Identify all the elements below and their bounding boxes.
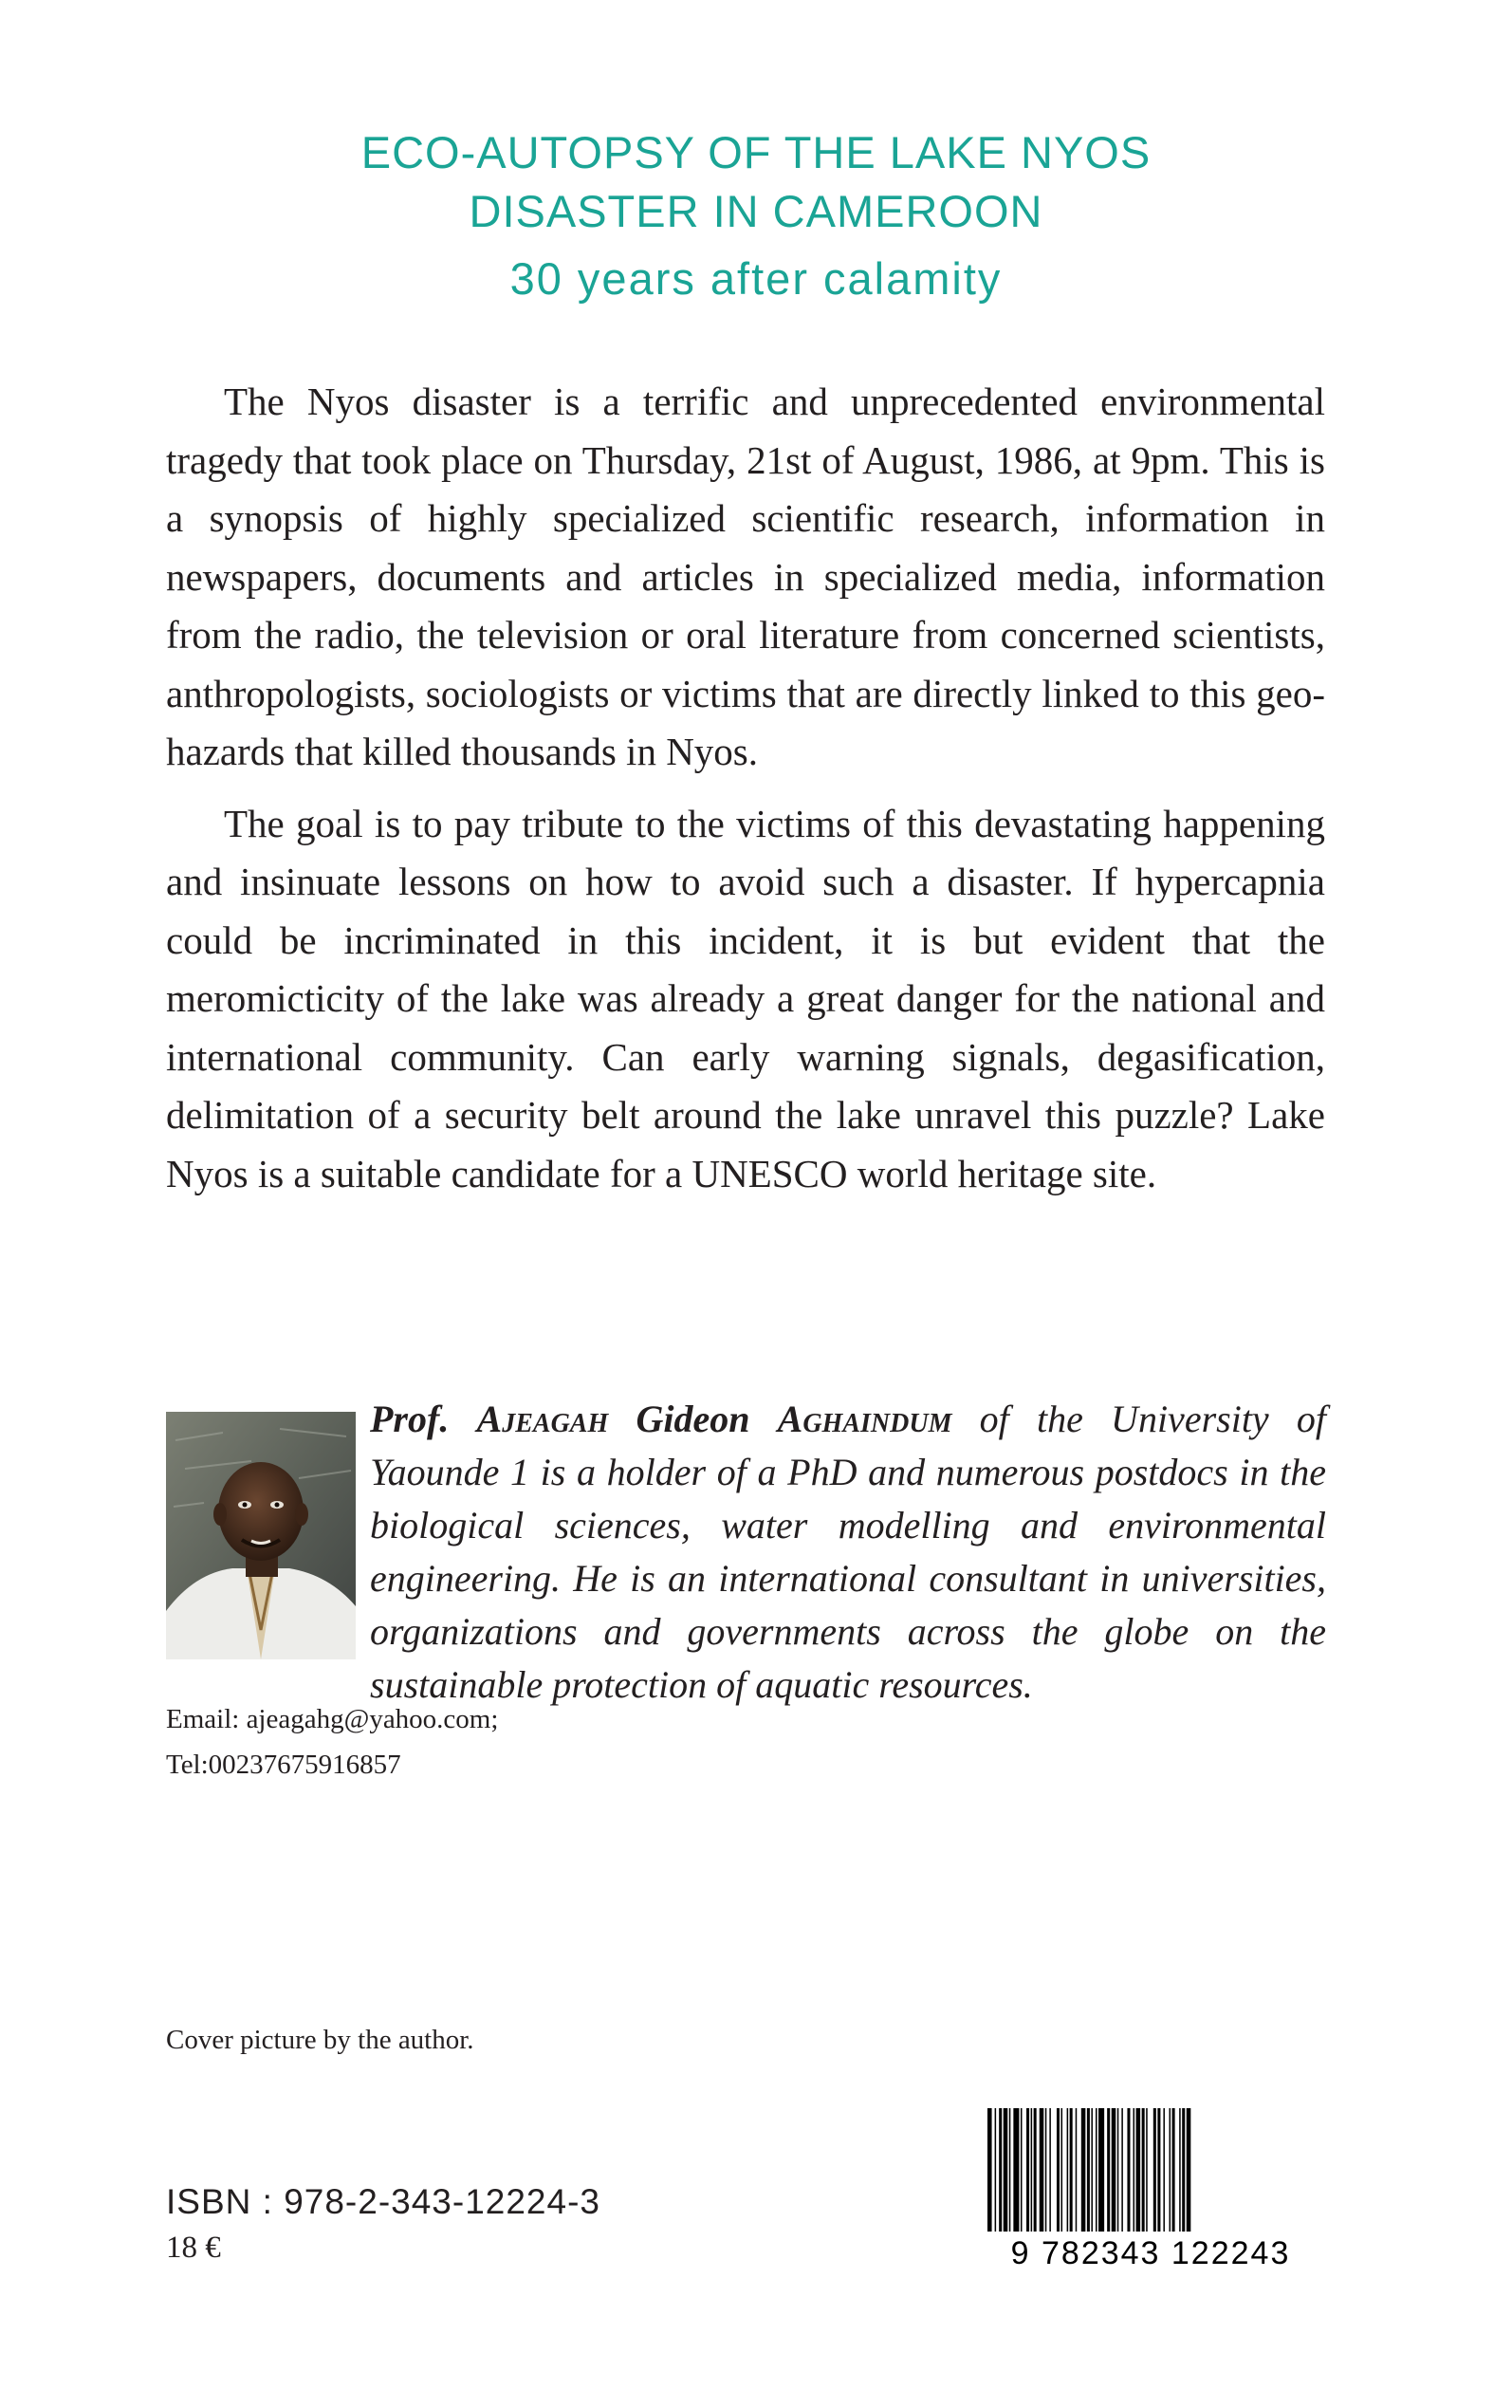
barcode-bar xyxy=(1153,2108,1156,2232)
blurb-paragraph-1: The Nyos disaster is a terrific and unprecedented environmental tragedy that took place on Thursday, 21st of August, 1986, at 9pm. This is a synopsis of highly specialized scientific research, information in newspapers, documents and articles in specialized media, information from the radio, the television or oral literature from concerned scientists, anthropologists, sociologists or victims that are directly linked to this geo-hazards that killed thousands in Nyos. xyxy=(166,380,1325,773)
barcode-bar xyxy=(1157,2108,1160,2232)
barcode-bar xyxy=(1127,2108,1130,2232)
barcode-bar xyxy=(1163,2108,1165,2232)
barcode-bar xyxy=(1187,2108,1191,2232)
barcode-bar xyxy=(987,2108,992,2232)
isbn: ISBN : 978-2-343-12224-3 xyxy=(166,2182,600,2221)
author-email: Email: ajeagahg@yahoo.com; xyxy=(166,1704,499,1734)
barcode-digits: 9 782343 122243 xyxy=(1010,2235,1291,2270)
barcode-bar xyxy=(1136,2108,1141,2232)
barcode-bar xyxy=(1031,2108,1033,2232)
title-line-1: ECO-AUTOPSY OF THE LAKE NYOS xyxy=(360,127,1152,177)
barcode-bar xyxy=(1098,2108,1104,2232)
barcode-bar xyxy=(1057,2108,1060,2232)
barcode-bar xyxy=(1049,2108,1051,2232)
author-tel: Tel:00237675916857 xyxy=(166,1750,401,1780)
barcode-bar xyxy=(1182,2108,1185,2232)
barcode-bar xyxy=(1009,2108,1011,2232)
author-contact xyxy=(166,1696,498,1787)
price: 18 € xyxy=(166,2231,221,2265)
barcode-bar xyxy=(1091,2108,1093,2232)
barcode-bar xyxy=(999,2108,1002,2232)
author-name xyxy=(370,1398,951,1440)
barcode-bar xyxy=(995,2108,997,2232)
barcode-bar xyxy=(1067,2108,1069,2232)
barcode-bar xyxy=(1170,2108,1171,2232)
barcode-bar xyxy=(1013,2108,1019,2232)
blurb-paragraph-2: The goal is to pay tribute to the victims of this devastating happening and insinuate lessons on how to avoid such a disaster. If hypercapnia could be incriminated in this incident, it is but evident that the meromicticity of the lake was already a great danger for the national and international community. Can early warning signals, degasification, delimitation of a security belt around the lake unravel this puzzle? Lake Nyos is a suitable candidate for a UNESCO world heritage site. xyxy=(166,801,1325,1195)
barcode-bars xyxy=(987,2108,1190,2232)
author-surname: Ajeagah xyxy=(476,1398,609,1440)
barcode-bar xyxy=(1087,2108,1090,2232)
subtitle: 30 years after calamity xyxy=(509,253,1003,304)
barcode-bar xyxy=(1076,2108,1078,2232)
barcode-bar xyxy=(1070,2108,1073,2232)
author-given-name: Gideon xyxy=(636,1398,750,1440)
barcode-bar xyxy=(1026,2108,1029,2232)
barcode-bar xyxy=(1117,2108,1119,2232)
barcode-bar xyxy=(1045,2108,1047,2232)
barcode-bar xyxy=(1112,2108,1116,2232)
author-bio xyxy=(370,1393,1326,1712)
barcode-bar xyxy=(1004,2108,1008,2232)
author-family-name: Aghaindum xyxy=(777,1398,952,1440)
barcode-bar xyxy=(1040,2108,1044,2232)
barcode-bar xyxy=(1142,2108,1145,2232)
barcode-bar xyxy=(1179,2108,1181,2232)
barcode-bar xyxy=(1096,2108,1097,2232)
author-prefix: Prof. xyxy=(370,1398,450,1440)
title-block xyxy=(0,123,1512,309)
barcode xyxy=(982,2104,1320,2270)
barcode-bar xyxy=(1121,2108,1123,2232)
author-photo xyxy=(166,1412,356,1659)
barcode-bar xyxy=(1107,2108,1110,2232)
author-bio-text: of the University of Yaounde 1 is a holder of a PhD and numerous postdocs in the biological sciences, water modelling and environmental engineering. He is an international consultant in universities, organizations and governments across the globe on the sustainable protection of aquatic resources. xyxy=(370,1398,1326,1706)
barcode-bar xyxy=(1146,2108,1148,2232)
barcode-bar xyxy=(1081,2108,1086,2232)
blurb xyxy=(166,373,1325,1216)
barcode-bar xyxy=(1034,2108,1037,2232)
cover-credit: Cover picture by the author. xyxy=(166,2025,474,2055)
title-line-2: DISASTER IN CAMEROON xyxy=(469,186,1043,236)
barcode-bar xyxy=(1021,2108,1023,2232)
barcode-bar xyxy=(1172,2108,1175,2232)
barcode-bar xyxy=(1134,2108,1135,2232)
barcode-bar xyxy=(1061,2108,1063,2232)
